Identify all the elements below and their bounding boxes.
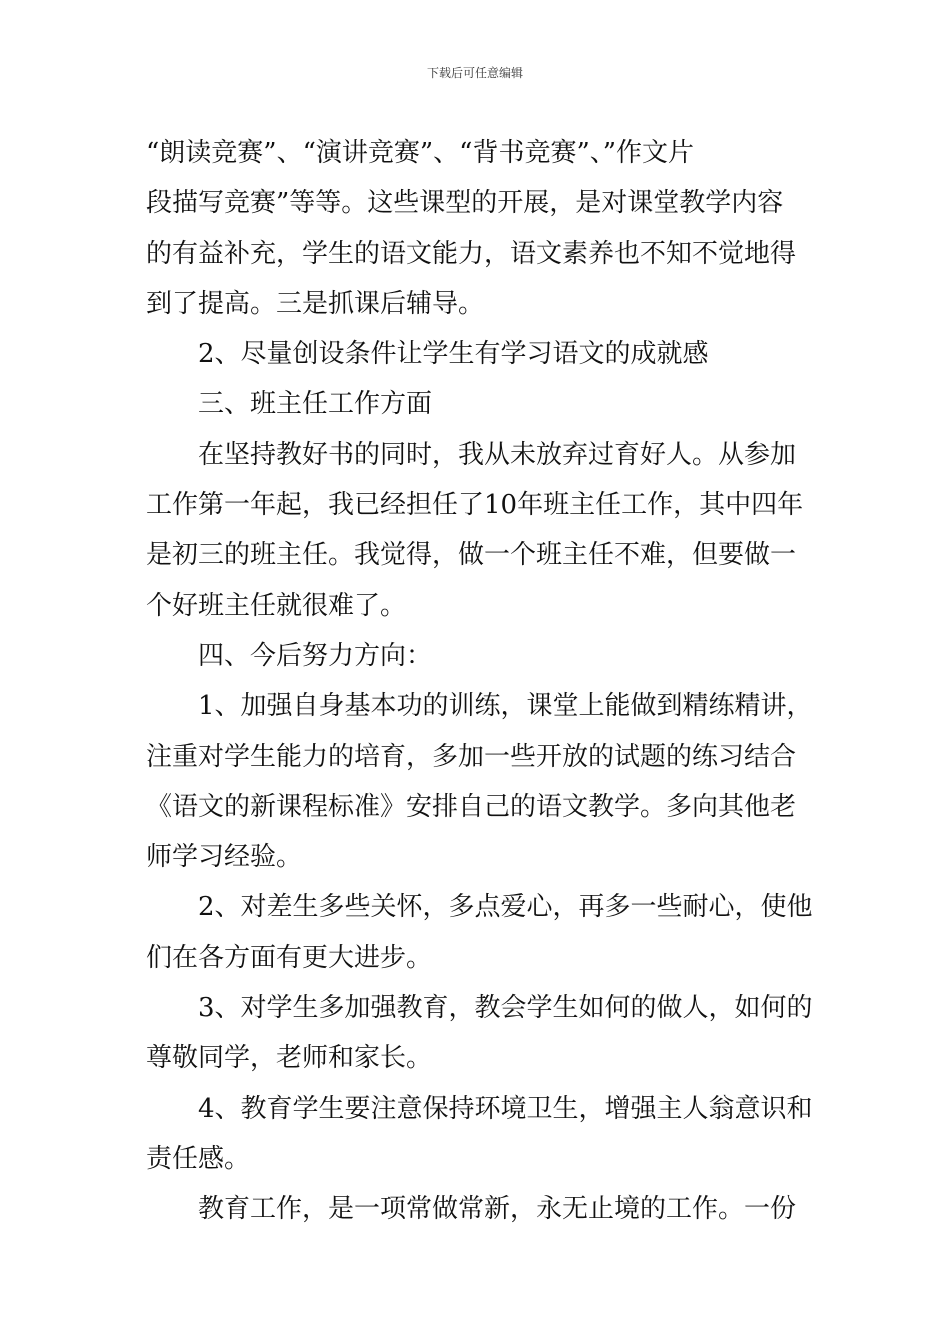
text-line: 2、尽量创设条件让学生有学习语文的成就感 bbox=[198, 339, 709, 370]
text-line: 教育工作，是一项常做常新，永无止境的工作。一份 bbox=[198, 1194, 797, 1225]
text-line: 1、加强自身基本功的训练，课堂上能做到精练精讲， bbox=[198, 691, 813, 722]
text-line: 责任感。 bbox=[146, 1143, 251, 1174]
text-line: 2、对差生多些关怀，多点爱心，再多一些耐心，使他 bbox=[198, 892, 813, 923]
text-line: 《语文的新课程标准》安排自己的语文教学。多向其他老 bbox=[146, 791, 797, 822]
text-line: 4、教育学生要注意保持环境卫生，增强主人翁意识和 bbox=[198, 1093, 813, 1124]
text-line: 工作第一年起，我已经担任了10年班主任工作，其中四年 bbox=[146, 490, 804, 521]
section-heading: 四、今后努力方向： bbox=[198, 640, 433, 671]
page-header: 下载后可任意编辑 bbox=[426, 66, 523, 80]
section-heading: 三、班主任工作方面 bbox=[198, 389, 433, 420]
text-line: 尊敬同学，老师和家长。 bbox=[146, 1043, 433, 1074]
text-line: 们在各方面有更大进步。 bbox=[146, 942, 433, 973]
text-line: 个好班主任就很难了。 bbox=[146, 590, 407, 621]
text-line: 3、对学生多加强教育，教会学生如何的做人，如何的 bbox=[198, 993, 813, 1024]
text-line: 到了提高。三是抓课后辅导。 bbox=[146, 288, 485, 319]
text-line: 注重对学生能力的培育，多加一些开放的试题的练习结合 bbox=[146, 741, 797, 772]
text-line: 是初三的班主任。我觉得，做一个班主任不难，但要做一 bbox=[146, 540, 797, 571]
text-line: “朗读竞赛”、“演讲竞赛”、“背书竞赛”、”作文片 bbox=[146, 138, 695, 168]
document-body bbox=[146, 128, 816, 1235]
text-line: 段描写竞赛”等等。这些课型的开展，是对课堂教学内容 bbox=[146, 188, 784, 219]
text-line: 师学习经验。 bbox=[146, 842, 303, 873]
text-line: 的有益补充，学生的语文能力，语文素养也不知不觉地得 bbox=[146, 238, 797, 269]
text-line: 在坚持教好书的同时，我从未放弃过育好人。从参加 bbox=[198, 439, 797, 470]
